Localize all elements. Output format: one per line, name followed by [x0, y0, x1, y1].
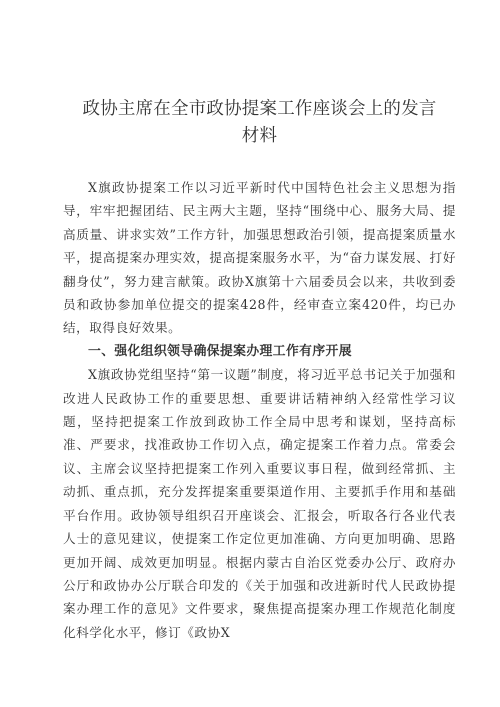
intro-paragraph [63, 176, 456, 340]
intro-paragraph-text: X旗政协提案工作以习近平新时代中国特色社会主义思想为指导，牢牢把握团结、民主两大主题，坚持“围绕中心、服务大局、提高质量、讲求实效”工作方针，加强思想政治引领，提高提案质量水平，提高提案办理实效，提高提案服务水平，为“奋力谋发展、打好翻身仗”，努力建言献策。政协X旗第十六届委员会以来，共收到委员和政协参加单位提交的提案428件，经审查立案420件，均已办结，取得良好效果。 [63, 180, 456, 336]
section-1-heading: 一、强化组织领导确保提案办理工作有序开展 [88, 343, 352, 359]
section-1-paragraph [63, 363, 456, 644]
document-body [63, 176, 456, 644]
document-title-line-1: 政协主席在全市政协提案工作座谈会上的发言 [82, 99, 437, 119]
section-1-paragraph-text: X旗政协党组坚持“第一议题”制度，将习近平总书记关于加强和改进人民政协工作的重要思想、重要讲话精神纳入经常性学习议题，坚持把提案工作放到政协工作全局中思考和谋划，坚持高标准、严要求，找准政协工作切入点，确定提案工作着力点。常委会议、主席会议坚持把提案工作列入重要议事日程，做到经常抓、主动抓、重点抓，充分发挥提案重要渠道作用、主要抓手作用和基础平台作用。政协领导组织召开座谈会、汇报会，听取各行各业代表人士的意见建议，使提案工作定位更加准确、方向更加明确、思路更加开阔、成效更加明显。根据内蒙古自治区党委办公厅、政府办公厅和政协办公厅联合印发的《关于加强和改进新时代人民政协提案办理工作的意见》文件要求，聚焦提高提案办理工作规范化制度化科学化水平，修订《政协X [63, 367, 456, 640]
document-title-line-2: 材料 [241, 126, 278, 146]
document-title [63, 96, 456, 150]
